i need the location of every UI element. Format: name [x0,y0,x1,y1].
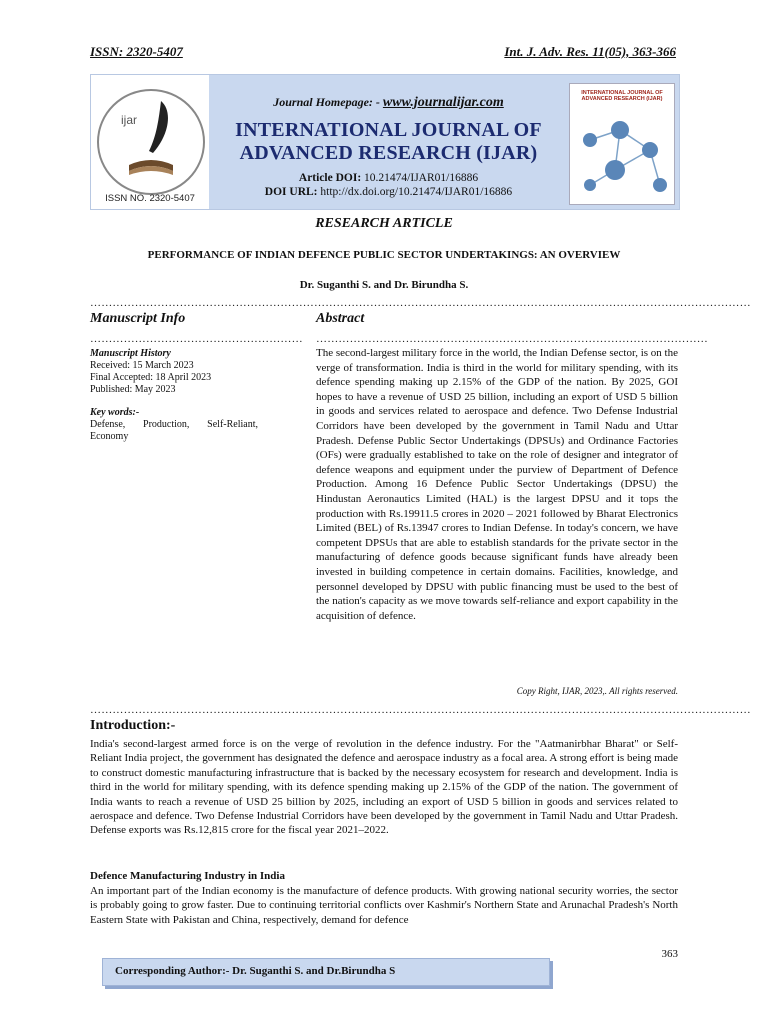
issn-text: ISSN: 2320-5407 [90,44,183,59]
abstract-text: The second-largest military force in the world, the Indian Defense sector, is on the verge of transformation. India is third in the world for military spending, with its defence spending making up 2.15% of the GDP of the nation. By 2025, GOI hopes to have a revenue of USD 25 billion, including an export of USD 5 billion in goods and services related to aerospace and defence. Two Defense Industrial Corridors have been developed by the government in Tamil Nadu and Uttar Pradesh. Defense Public Sector Undertakings (DPSUs) and Ordinance Factories (OFs) were gradually established to take on the role of designer and integrator of defence weapons and equipment under the purview of Department of Defence Production. Among 16 Defence Public Sector Undertakings (DPSU) the Hindustan Aeronautics Limited (HAL) is the largest DPSU and it tops the production with Rs.19911.5 crores in 2020 – 2021 followed by Bharat Electronics Limited (BEL) of Rs.13947 crores to Indian Defense. In today's concern, we have competent DPSUs that are able to establish standards for the private sector in the manufacturing of defence goods because significant funds have already been invested in building competence in certain domains. Facilities, knowledge, and personnel developed by DPSU with public financing must be used to the best of the nation's capacity as we move towards self-reliance and export capability in the acquisition of defence. [316,347,678,622]
journal-logo [91,75,209,209]
paper-title: PERFORMANCE OF INDIAN DEFENCE PUBLIC SECTOR UNDERTAKINGS: AN OVERVIEW [147,249,621,261]
manuscript-info-heading: Manuscript Info [90,311,186,326]
doi-url-label: DOI URL: [264,186,318,198]
doi-url-link[interactable]: http://dx.doi.org/10.21474/IJAR01/16886 [320,186,513,198]
received-date: Received: 15 March 2023 [90,360,194,371]
doi-block [211,171,566,199]
running-header [90,44,676,60]
abstract-heading: Abstract [316,311,365,326]
article-doi-label: Article DOI: [298,172,362,184]
journal-cover-thumbnail [569,83,675,205]
section-text: An important part of the Indian economy is the manufacture of defence products. With growing national security worries, the sector is probably going to grow faster. Due to continuing territorial conflicts over Kashmir's Northern State and Arunachal Pradesh's North Eastern State with Pakistan and China, respectively, demand for defence [90,885,678,926]
history-heading: Manuscript History [90,348,171,359]
introduction-heading: Introduction:- [90,718,176,733]
section-heading: Defence Manufacturing Industry in India [90,870,285,882]
cover-title: INTERNATIONAL JOURNAL OF ADVANCED RESEARCH (IJAR) [581,90,663,102]
journal-homepage [211,95,566,111]
article-type: RESEARCH ARTICLE [315,216,453,231]
logo-text: ijar [121,113,138,127]
dotted-divider: …………………………………………………………………………………………………………………………………………………………… [90,704,751,716]
journal-title [211,119,566,165]
keywords: Defense, Production, Self-Reliant, Economy [90,419,258,442]
dotted-divider: …………………………………………………………………………………………………………………………………………………………… [90,297,751,309]
copyright-notice: Copy Right, IJAR, 2023,. All rights reserved. [516,686,678,696]
page-number: 363 [661,948,678,960]
manuscript-info [90,348,258,443]
citation-text: Int. J. Adv. Res. 11(05), 363-366 [504,44,676,59]
accepted-date: Final Accepted: 18 April 2023 [90,372,212,383]
corresponding-author: Corresponding Author:- Dr. Suganthi S. and Dr.Birundha S [115,965,396,977]
journal-title-line2: ADVANCED RESEARCH (IJAR) [239,142,538,164]
journal-title-line1: INTERNATIONAL JOURNAL OF [235,119,542,141]
logo-emblem [97,89,205,195]
corresponding-author-box [102,958,550,986]
homepage-label: Journal Homepage: - [273,95,383,109]
paper-authors: Dr. Suganthi S. and Dr. Birundha S. [299,279,469,291]
homepage-link[interactable]: www.journalijar.com [382,95,504,110]
logo-issn: ISSN NO. 2320-5407 [105,193,195,204]
dotted-divider: …………………………………………………………………………………………… [316,333,708,345]
introduction-text: India's second-largest armed force is on the verge of revolution in the defence industry. For the "Aatmanirbhar Bharat" or Self-Reliant India project, the government has designated the defence and aerospace industry as a focal area. A strong effort is being made to construct domestic manufacturing infrastructure that is backed by the necessary ecosystem for research and development. India is third in the world for military spending, with its defence spending making up 2.15% of the GDP of the nation. The government of India wants to reach a revenue of USD 25 billion by 2025, including an export of USD 5 billion in goods and services related to aerospace and defence. Two Defense Industrial Corridors have been developed by the government in Tamil Nadu and Uttar Pradesh. Defense exports was Rs.12,815 crore for the fiscal year 2021–2022. [90,738,678,837]
quill-book-icon [99,91,203,193]
keywords-heading: Key words:- [90,407,140,418]
dotted-divider: ………………………………………………… [90,333,303,345]
article-doi: 10.21474/IJAR01/16886 [364,172,479,184]
journal-banner [90,74,680,210]
molecule-icon [570,110,674,204]
published-date: Published: May 2023 [90,384,176,395]
